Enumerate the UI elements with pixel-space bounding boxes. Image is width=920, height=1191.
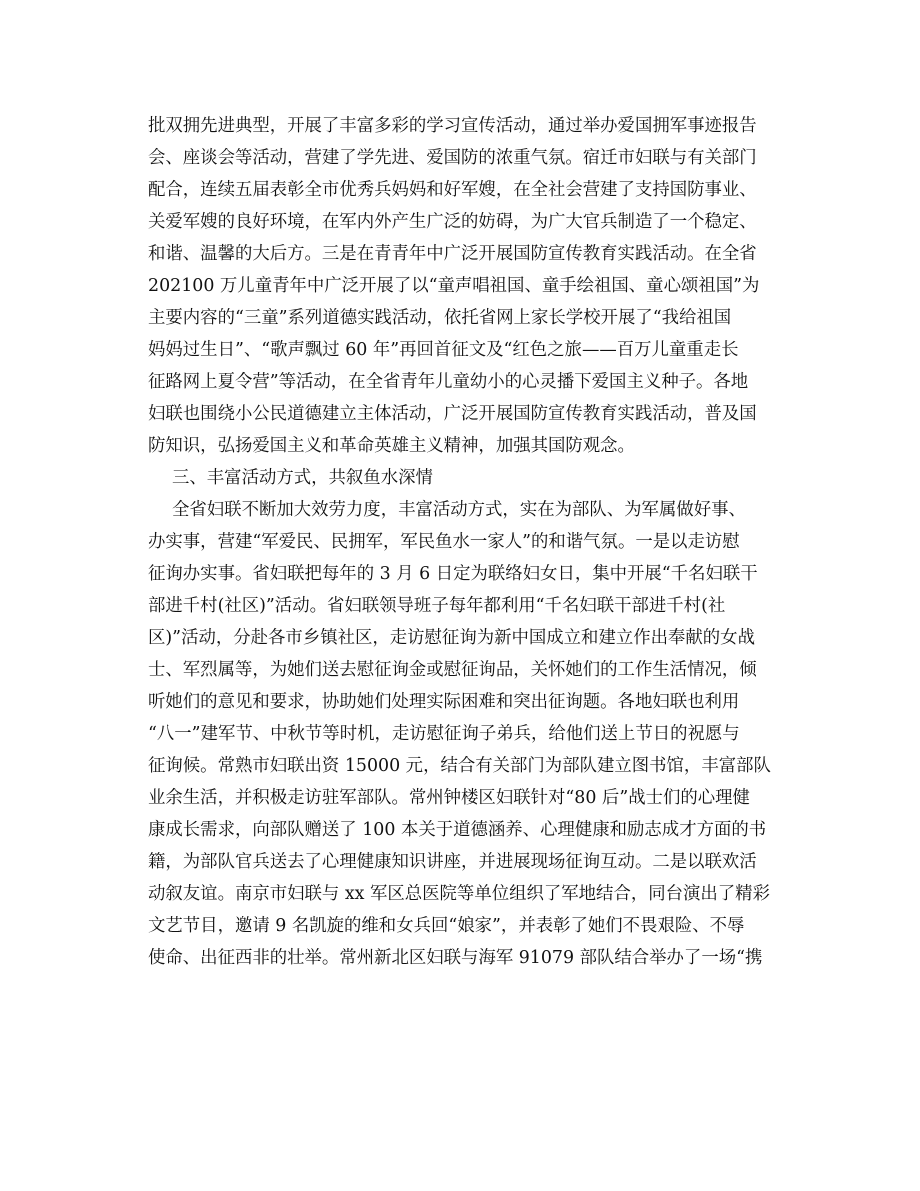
text-line: 和谐、温馨的大后方。三是在青青年中广泛开展国防宣传教育实践活动。在全省 — [148, 244, 757, 264]
text-line: 征询候。常熟市妇联出资 15000 元，结合有关部门为部队建立图书馆，丰富部队 — [148, 756, 771, 776]
text-line: 康成长需求，向部队赠送了 100 本关于道德涵养、心理健康和励志成才方面的书 — [148, 820, 767, 840]
text-line: 配合，连续五届表彰全市优秀兵妈妈和好军嫂，在全社会营建了支持国防事业、 — [148, 180, 757, 200]
text-line: 征路网上夏令营”等活动，在全省青年儿童幼小的心灵播下爱国主义种子。各地 — [148, 372, 749, 392]
text-line: 部进千村(社区)”活动。省妇联领导班子每年都利用“千名妇联干部进千村(社 — [148, 596, 726, 616]
text-line: 关爱军嫂的良好环境，在军内外产生广泛的妨碍，为广大官兵制造了一个稳定、 — [148, 212, 757, 232]
body-text — [148, 110, 788, 974]
text-line: 文艺节目，邀请 9 名凯旋的维和女兵回“娘家”，并表彰了她们不畏艰险、不辱 — [148, 916, 745, 936]
text-line: 批双拥先进典型，开展了丰富多彩的学习宣传活动，通过举办爱国拥军事迹报告 — [148, 116, 757, 136]
text-line: 202100 万儿童青年中广泛开展了以“童声唱祖国、童手绘祖国、童心颂祖国”为 — [148, 276, 760, 296]
text-line: 防知识，弘扬爱国主义和革命英雄主义精神，加强其国防观念。 — [148, 436, 635, 456]
text-line: 妇联也围绕小公民道德建立主体活动，广泛开展国防宣传教育实践活动，普及国 — [148, 404, 757, 424]
paragraph-first-line: 全省妇联不断加大效劳力度，丰富活动方式，实在为部队、为军属做好事、 — [172, 500, 746, 520]
text-line: 听她们的意见和要求，协助她们处理实际困难和突出征询题。各地妇联也利用 — [148, 692, 740, 712]
text-line: 会、座谈会等活动，营建了学先进、爱国防的浓重气氛。宿迁市妇联与有关部门 — [148, 148, 757, 168]
text-line: 妈妈过生日”、“歌声飘过 60 年”再回首征文及“红色之旅——百万儿童重走长 — [148, 340, 739, 360]
text-line: 办实事，营建“军爱民、民拥军，军民鱼水一家人”的和谐气氛。一是以走访慰 — [148, 532, 740, 552]
text-line: 使命、出征西非的壮举。常州新北区妇联与海军 91079 部队结合举办了一场“携 — [148, 948, 763, 968]
section-heading: 三、丰富活动方式，共叙鱼水深情 — [172, 468, 433, 488]
text-line: “八一”建军节、中秋节等时机，走访慰征询子弟兵，给他们送上节日的祝愿与 — [148, 724, 740, 744]
text-line: 主要内容的“三童”系列道德实践活动，依托省网上家长学校开展了“我给祖国 — [148, 308, 732, 328]
text-line: 征询办实事。省妇联把每年的 3 月 6 日定为联络妇女日，集中开展“千名妇联干 — [148, 564, 758, 584]
text-line: 区)”活动，分赴各市乡镇社区，走访慰征询为新中国成立和建立作出奉献的女战 — [148, 628, 755, 648]
text-line: 士、军烈属等，为她们送去慰征询金或慰征询品，关怀她们的工作生活情况，倾 — [148, 660, 757, 680]
text-line: 籍，为部队官兵送去了心理健康知识讲座，并进展现场征询互动。二是以联欢活 — [148, 852, 757, 872]
text-line: 动叙友谊。南京市妇联与 xx 军区总医院等单位组织了军地结合，同台演出了精彩 — [148, 884, 770, 904]
text-line: 业余生活，并积极走访驻军部队。常州钟楼区妇联针对“80 后”战士们的心理健 — [148, 788, 750, 808]
